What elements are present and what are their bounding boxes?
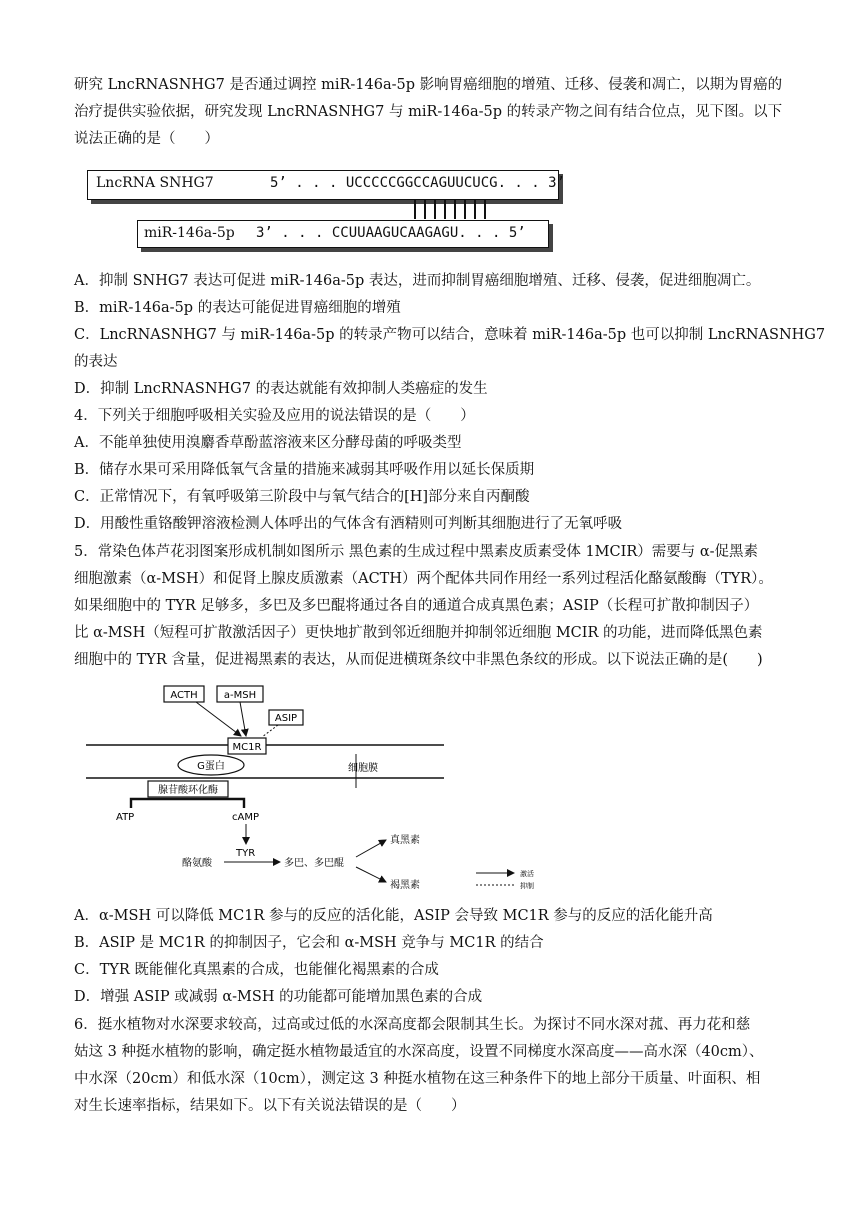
q3-option-c: C．LncRNASNHG7 与 miR-146a-5p 的转录产物可以结合，意味着 miR-146a-5p 也可以抑制 LncRNASNHG7 xyxy=(74,327,826,343)
atp-conversion-bracket xyxy=(131,799,244,808)
atp-label: ATP xyxy=(116,812,135,823)
pheomelanin-arrow xyxy=(356,867,386,882)
lncrna-label: LncRNA SNHG7 xyxy=(96,175,214,191)
melanin-pathway-diagram xyxy=(86,680,566,890)
eumelanin-label: 真黑素 xyxy=(390,835,420,846)
asip-label: ASIP xyxy=(274,713,298,724)
q4-option-a: A．不能单独使用溴麝香草酚蓝溶液来区分酵母菌的呼吸类型 xyxy=(74,435,462,451)
acth-label: ACTH xyxy=(170,690,198,701)
q5-option-a: A．α-MSH 可以降低 MC1R 参与的反应的活化能，ASIP 会导致 MC1R 参与的反应的活化能升高 xyxy=(74,908,713,924)
q6-stem-line-3: 中水深（20cm）和低水深（10cm），测定这 3 种挺水植物在这三种条件下的地上部分干质量、叶面积、相 xyxy=(74,1071,761,1087)
eumelanin-arrow xyxy=(356,840,386,857)
q3-option-b: B．miR-146a-5p 的表达可能促进胃癌细胞的增殖 xyxy=(74,300,401,316)
membrane-label: 细胞膜 xyxy=(348,763,378,774)
amsh-label: a-MSH xyxy=(223,690,257,701)
q5-option-b: B．ASIP 是 MC1R 的抑制因子，它会和 α-MSH 竞争与 MC1R 的结合 xyxy=(74,935,544,951)
mirna-strand-box xyxy=(137,220,549,248)
mirna-label: miR-146a-5p xyxy=(144,225,235,241)
camp-label: cAMP xyxy=(232,812,259,823)
mc1r-label: MC1R xyxy=(232,742,262,753)
lncrna-sequence: 5’ . . . UCCCCCGGCCAGUUCUCG. . . 3’ xyxy=(270,175,566,191)
q3-option-d: D．抑制 LncRNASNHG7 的表达就能有效抑制人类癌症的发生 xyxy=(74,381,488,397)
acth-activate-arrow xyxy=(196,702,241,736)
q5-stem-line-3: 如果细胞中的 TYR 足够多，多巴及多巴醌将通过各自的通道合成真黑色素；ASIP（长程可扩散抑制因子） xyxy=(74,598,759,614)
q4-stem: 4．下列关于细胞呼吸相关实验及应用的说法错误的是（ ） xyxy=(74,408,475,424)
amsh-activate-arrow xyxy=(240,702,246,736)
legend-activate-label: 激活 xyxy=(520,870,534,878)
q5-option-d: D．增强 ASIP 或减弱 α-MSH 的功能都可能增加黑色素的合成 xyxy=(74,989,483,1005)
pheomelanin-label: 褐黑素 xyxy=(390,880,420,890)
q6-stem-line-1: 6．挺水植物对水深要求较高，过高或过低的水深高度都会限制其生长。为探讨不同水深对菰、再力花和慈 xyxy=(74,1017,751,1033)
q5-stem-line-5: 细胞中的 TYR 含量，促进褐黑素的表达，从而促进横斑条纹中非黑色条纹的形成。以下说法正确的是( ) xyxy=(74,652,763,668)
q5-stem-line-1: 5．常染色体芦花羽图案形成机制如图所示 黑色素的生成过程中黑素皮质素受体 1MCIR）需要与 α-促黑素 xyxy=(74,544,759,560)
q3-option-a: A．抑制 SNHG7 表达可促进 miR-146a-5p 表达，进而抑制胃癌细胞增殖、迁移、侵袭，促进细胞凋亡。 xyxy=(74,273,761,289)
q5-option-c: C．TYR 既能催化真黑素的合成，也能催化褐黑素的合成 xyxy=(74,962,439,978)
asip-inhibit-arrow xyxy=(262,725,278,737)
q4-option-c: C．正常情况下，有氧呼吸第三阶段中与氧气结合的[H]部分来自丙酮酸 xyxy=(74,489,530,505)
legend-inhibit-label: 抑制 xyxy=(520,882,534,890)
lncrna-strand-box xyxy=(87,170,566,200)
mirna-sequence: 3’ . . . CCUUAAGUCAAGAGU. . . 5’ xyxy=(256,225,526,241)
q6-stem-line-4: 对生长速率指标，结果如下。以下有关说法错误的是（ ） xyxy=(74,1098,466,1114)
tyrosine-label: 酪氨酸 xyxy=(182,858,212,869)
tyr-label: TYR xyxy=(236,848,256,859)
q5-stem-line-4: 比 α-MSH（短程可扩散激活因子）更快地扩散到邻近细胞并抑制邻近细胞 MCIR 的功能，进而降低黑色素 xyxy=(74,625,763,641)
q3-option-c-cont: 的表达 xyxy=(74,354,118,370)
question-intro-line-2: 治疗提供实验依据，研究发现 LncRNASNHG7 与 miR-146a-5p 的转录产物之间有结合位点，见下图。以下 xyxy=(74,104,783,120)
adenylate-cyclase-label: 腺苷酸环化酶 xyxy=(158,785,218,796)
question-intro-line-1: 研究 LncRNASNHG7 是否通过调控 miR-146a-5p 影响胃癌细胞的增殖、迁移、侵袭和凋亡，以期为胃癌的 xyxy=(74,77,783,93)
g-protein-label: G蛋白 xyxy=(197,761,225,772)
question-intro-line-3: 说法正确的是（ ） xyxy=(74,131,219,147)
q6-stem-line-2: 姑这 3 种挺水植物的影响，确定挺水植物最适宜的水深高度，设置不同梯度水深高度——高水深（40cm）、 xyxy=(74,1044,764,1060)
dopa-label: 多巴、多巴醌 xyxy=(284,858,344,869)
q4-option-b: B．储存水果可采用降低氧气含量的措施来减弱其呼吸作用以延长保质期 xyxy=(74,462,535,478)
q4-option-d: D．用酸性重铬酸钾溶液检测人体呼出的气体含有酒精则可判断其细胞进行了无氧呼吸 xyxy=(74,516,623,532)
q5-stem-line-2: 细胞激素（α-MSH）和促肾上腺皮质激素（ACTH）两个配体共同作用经一系列过程活化酪氨酸酶（TYR）。 xyxy=(74,571,773,587)
